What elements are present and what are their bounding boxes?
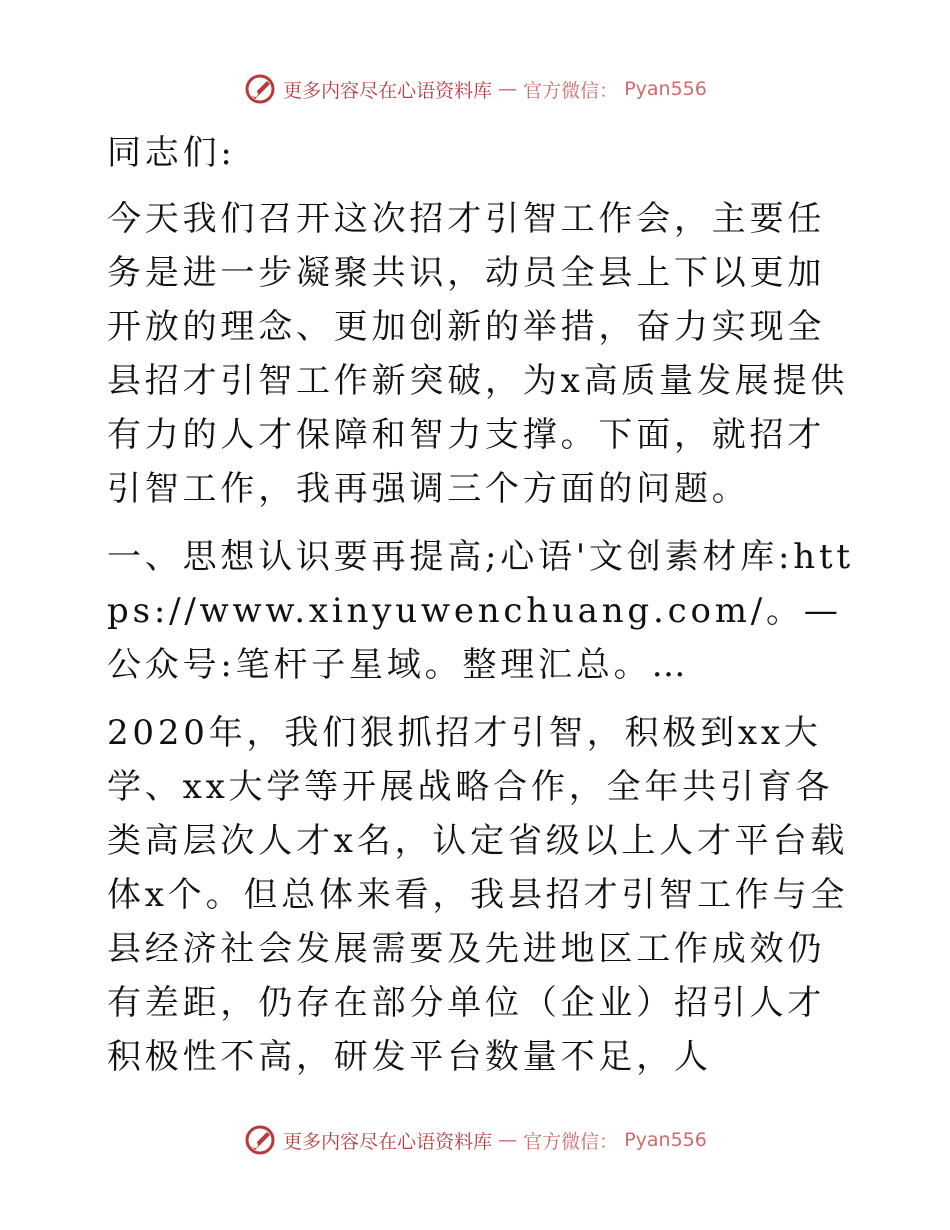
brand-logo-icon (243, 1123, 277, 1157)
banner-brand-text: 更多内容尽在心语资料库 (283, 1130, 493, 1153)
banner-brand-text: 更多内容尽在心语资料库 (283, 79, 493, 102)
banner-wechat-id: Pyan556 (624, 1129, 707, 1151)
paragraph-2020-review: 2020年，我们狠抓招才引智，积极到xx大学、xx大学等开展战略合作，全年共引育各类高层次人才x名，认定省级以上人才平台载体x个。但总体来看，我县招才引智工作与全县经济社会发展需要及先进地区工作成效仍有差距，仍存在部分单位（企业）招引人才积极性不高，研发平台数量不足，人 (107, 713, 849, 1077)
paragraph-section-heading: 一、思想认识要再提高;心语'文创素材库:https://www.xinyuwenchuang.com/。—公众号:笔杆子星域。整理汇总。… (107, 537, 854, 685)
paragraph-intro: 今天我们召开这次招才引智工作会，主要任务是进一步凝聚共识，动员全县上下以更加开放的理念、更加创新的举措，奋力实现全县招才引智工作新突破，为x高质量发展提供有力的人才保障和智力支撑。下面，就招才引智工作，我再强调三个方面的问题。 (107, 199, 849, 509)
greeting: 同志们: (107, 133, 236, 173)
banner-wechat-id: Pyan556 (624, 78, 707, 100)
footer-banner (0, 1123, 950, 1157)
brand-logo-icon (243, 72, 277, 106)
document-body (97, 126, 857, 1098)
banner-wechat-label: 官方微信： (523, 1130, 619, 1153)
banner-wechat-label: 官方微信： (523, 79, 619, 102)
banner-dash: — (498, 78, 518, 100)
banner-dash: — (498, 1129, 518, 1151)
header-banner (0, 72, 950, 106)
